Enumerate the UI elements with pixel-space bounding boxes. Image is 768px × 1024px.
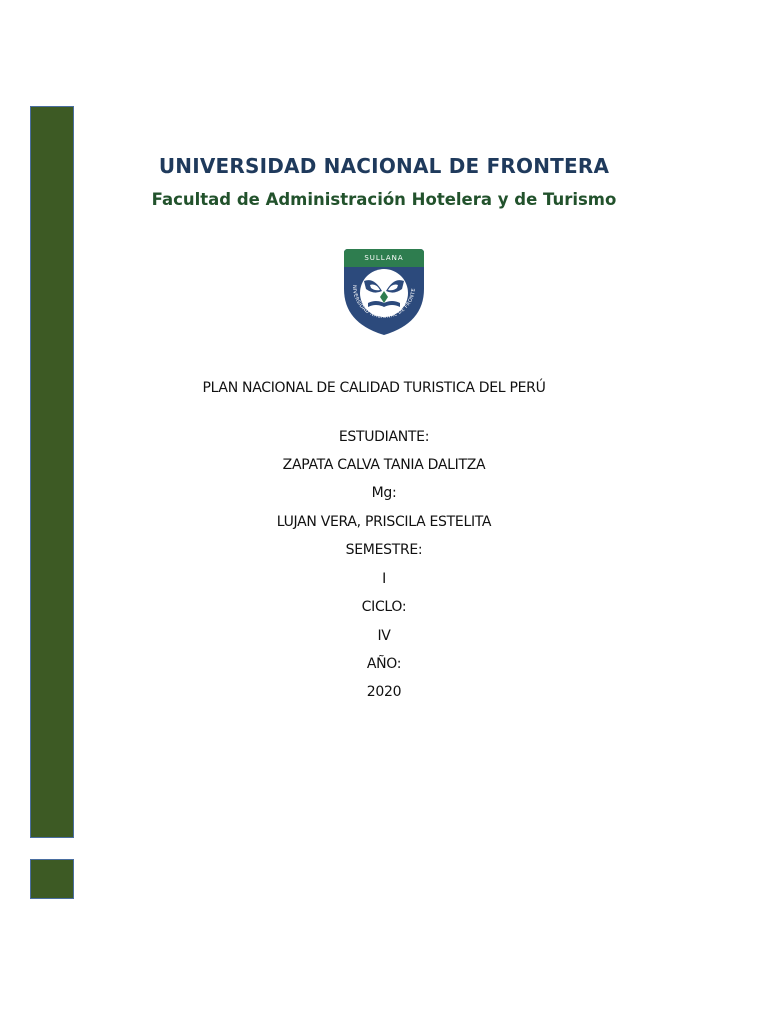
semester-value: I	[382, 571, 386, 587]
document-title: PLAN NACIONAL DE CALIDAD TURISTICA DEL PERÚ	[202, 380, 546, 396]
student-name: ZAPATA CALVA TANIA DALITZA	[282, 457, 486, 473]
advisor-label: Mg:	[371, 485, 397, 501]
year-value: 2020	[366, 684, 402, 700]
university-seal-icon	[340, 247, 428, 337]
cycle-label: CICLO:	[361, 599, 407, 615]
advisor-name: LUJAN VERA, PRISCILA ESTELITA	[276, 514, 492, 530]
cycle-value: IV	[377, 628, 391, 644]
left-decorative-block	[30, 859, 74, 899]
svg-text:UNIVERSIDAD NACIONAL DE FRONTE: NIVERSIDAD NACIONAL DE FRONTE	[350, 285, 418, 321]
semester-label: SEMESTRE:	[345, 542, 423, 558]
svg-text:SULLANA: SULLANA	[364, 254, 404, 262]
university-title: UNIVERSIDAD NACIONAL DE FRONTERA	[158, 154, 610, 178]
faculty-title: Facultad de Administración Hotelera y de Turismo	[151, 190, 617, 209]
year-label: AÑO:	[366, 656, 402, 672]
student-label: ESTUDIANTE:	[338, 429, 430, 445]
